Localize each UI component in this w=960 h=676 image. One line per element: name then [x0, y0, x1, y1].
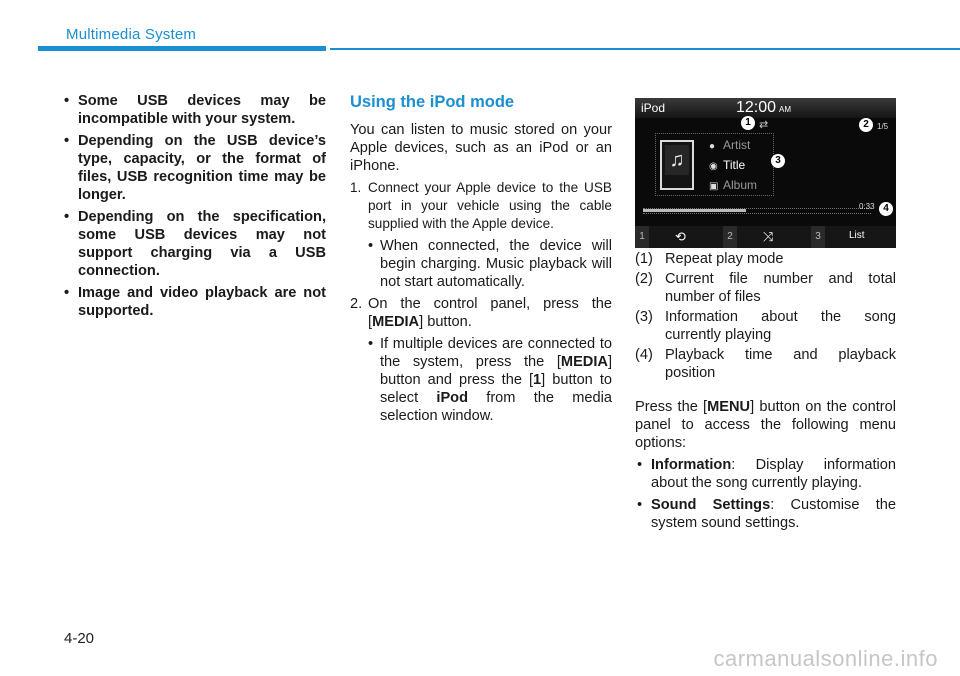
screen-ampm: AM: [779, 105, 791, 114]
step-text: Connect your Apple device to the USB port in your vehicle using the cable supplied with the Apple device.: [368, 180, 612, 231]
title-line: ◉ Title: [709, 158, 746, 172]
usb-note: • Depending on the specification, some USB devices may not support charging via a USB connection.: [62, 208, 326, 280]
usb-note: • Some USB devices may be incompatible with your system.: [62, 92, 326, 128]
person-icon: ●: [709, 141, 716, 152]
screen-mode-label: iPod: [641, 101, 666, 115]
ipod-screen-illustration: [635, 98, 896, 248]
screen-key-2[interactable]: 2: [723, 226, 737, 248]
callout-marker-4: 4: [879, 202, 893, 216]
step-number: 2.: [350, 296, 363, 312]
legend-item: (4) Playback time and playback position: [635, 347, 896, 381]
menu-instruction: Press the [MENU] button on the control panel to access the following menu options:: [635, 399, 896, 451]
ipod-label: iPod: [436, 390, 469, 406]
key-1-label: 1: [533, 372, 542, 388]
callout-marker-3: 3: [771, 154, 785, 168]
ipod-mode-heading: Using the iPod mode: [350, 93, 515, 111]
ipod-mode-column: [350, 92, 612, 429]
shuffle-icon[interactable]: ⤨: [763, 229, 774, 244]
menu-option-information: • Information: Display information about the song currently playing.: [635, 456, 896, 492]
screen-legend-column: [635, 250, 896, 536]
legend-item: (1) Repeat play mode: [635, 251, 784, 267]
callout-marker-1: 1: [741, 116, 755, 130]
legend-item: (3) Information about the song currently playing: [635, 309, 896, 343]
menu-option-sound-settings: • Sound Settings: Customise the system sound settings.: [635, 496, 896, 532]
progress-fill: [643, 209, 746, 212]
repeat-icon: ⇄: [759, 119, 769, 131]
section-title: Multimedia System: [66, 26, 197, 43]
screen-key-1[interactable]: 1: [635, 226, 649, 248]
screen-clock: 12:00: [736, 99, 777, 116]
screen-key-3[interactable]: 3: [811, 226, 825, 248]
step-2: [350, 295, 612, 331]
legend-item: (2) Current file number and total number of files: [635, 271, 896, 305]
step-number: 1.: [350, 180, 362, 195]
track-count: 1/5: [877, 122, 889, 131]
usb-notes-column: [62, 92, 326, 324]
media-key-label: MEDIA: [372, 314, 420, 330]
usb-note: • Depending on the USB device’s type, capacity, or the format of files, USB recognition time may be longer.: [62, 132, 326, 204]
repeat-icon[interactable]: ⟲: [675, 229, 686, 244]
header-rule-thin: [330, 48, 960, 50]
header-rule-thick: [38, 46, 326, 51]
menu-key-label: MENU: [707, 399, 751, 415]
ipod-intro: You can listen to music stored on your Apple devices, such as an iPod or an iPhone.: [350, 122, 612, 174]
media-key-label: MEDIA: [560, 354, 608, 370]
step-1-note: • When connected, the device will begin charging. Music playback will not start automatically.: [350, 237, 612, 291]
album-art: [660, 140, 694, 190]
disc-icon: ◉: [709, 161, 718, 172]
step-1: [350, 179, 612, 233]
watermark: carmanualsonline.info: [713, 646, 938, 671]
music-note-icon: ♫: [665, 145, 689, 175]
artist-line: ● Artist: [709, 138, 751, 152]
album-line: ▣ Album: [709, 178, 758, 192]
step-2-note: • If multiple devices are connected to the system, press the [MEDIA] button and press the [1] button to select iPod from the media selection window.: [350, 335, 612, 425]
play-time: 0:33: [859, 202, 875, 211]
callout-marker-2: 2: [859, 118, 873, 132]
page-number: 4-20: [64, 630, 95, 647]
list-button[interactable]: List: [849, 230, 865, 241]
usb-note: • Image and video playback are not supported.: [62, 284, 326, 320]
step-text: On the control panel, press the [MEDIA] button.: [368, 296, 612, 330]
album-icon: ▣: [709, 181, 719, 192]
